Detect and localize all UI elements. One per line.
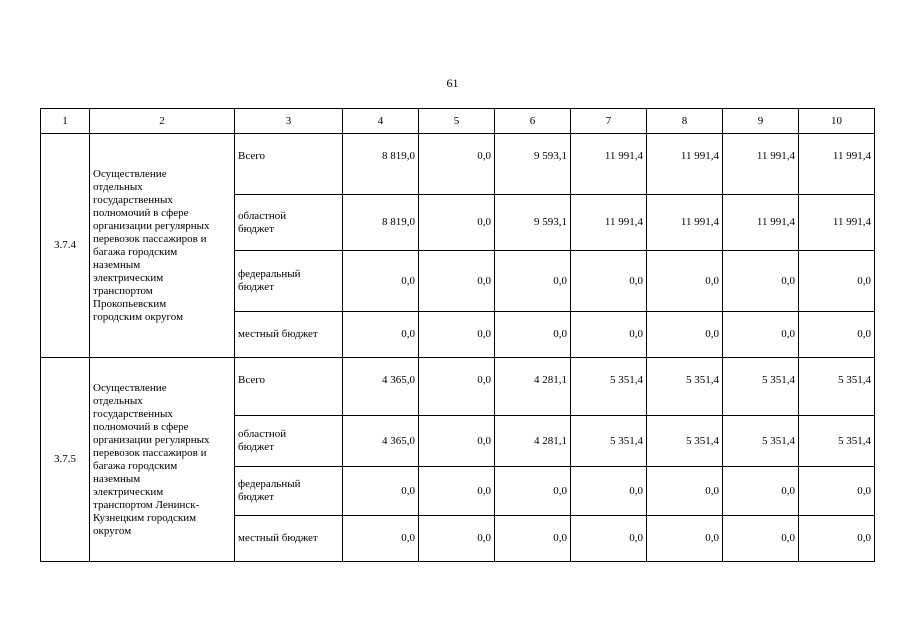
value-cell: 11 991,4 <box>647 195 723 251</box>
value-cell: 5 351,4 <box>799 416 875 467</box>
item-name-line: организации регулярных <box>93 219 210 232</box>
item-name-line: багажа городским <box>93 245 178 258</box>
value-cell: 5 351,4 <box>647 358 723 416</box>
funding-source-line: бюджет <box>238 222 274 235</box>
value-cell: 0,0 <box>495 251 571 312</box>
budget-table <box>40 108 875 562</box>
value-cell: 5 351,4 <box>723 416 799 467</box>
value-cell: 11 991,4 <box>723 195 799 251</box>
value-cell: 0,0 <box>571 251 647 312</box>
value-cell: 0,0 <box>571 312 647 358</box>
funding-source <box>235 251 343 312</box>
value-cell: 0,0 <box>343 516 419 562</box>
item-name-line: городским округом <box>93 310 184 323</box>
value-cell: 5 351,4 <box>799 358 875 416</box>
value-cell: 0,0 <box>419 358 495 416</box>
funding-source <box>235 134 343 195</box>
funding-source <box>235 416 343 467</box>
value-cell: 0,0 <box>571 516 647 562</box>
funding-source <box>235 195 343 251</box>
column-header: 8 <box>647 109 723 134</box>
value-cell: 0,0 <box>647 467 723 516</box>
value-cell: 0,0 <box>571 467 647 516</box>
value-cell: 0,0 <box>343 312 419 358</box>
value-cell: 0,0 <box>419 195 495 251</box>
funding-source-line: федеральный <box>238 268 301 280</box>
funding-source-line: местный бюджет <box>238 328 318 340</box>
item-name-line: округом <box>93 524 132 537</box>
value-cell: 0,0 <box>799 251 875 312</box>
column-header: 6 <box>495 109 571 134</box>
item-name-line: отдельных <box>93 394 143 407</box>
value-cell: 11 991,4 <box>723 134 799 195</box>
value-cell: 11 991,4 <box>647 134 723 195</box>
column-header: 7 <box>571 109 647 134</box>
value-cell: 0,0 <box>799 516 875 562</box>
item-name-line: транспортом <box>93 284 153 297</box>
column-header: 3 <box>235 109 343 134</box>
value-cell: 0,0 <box>419 416 495 467</box>
item-name-line: Осуществление <box>93 167 167 180</box>
value-cell: 11 991,4 <box>799 195 875 251</box>
value-cell: 5 351,4 <box>723 358 799 416</box>
column-header: 10 <box>799 109 875 134</box>
value-cell: 0,0 <box>647 312 723 358</box>
value-cell: 0,0 <box>799 312 875 358</box>
value-cell: 0,0 <box>495 516 571 562</box>
value-cell: 11 991,4 <box>571 195 647 251</box>
value-cell: 0,0 <box>343 251 419 312</box>
item-name-line: организации регулярных <box>93 433 210 446</box>
item-name-line: перевозок пассажиров и <box>93 232 207 245</box>
item-name-line: электрическим <box>93 271 164 284</box>
value-cell: 0,0 <box>419 312 495 358</box>
value-cell: 0,0 <box>647 251 723 312</box>
item-name <box>90 358 235 562</box>
item-index: 3.7.4 <box>41 134 90 358</box>
funding-source-line: Всего <box>238 150 265 162</box>
table-row <box>41 134 875 195</box>
funding-source-line: областной <box>238 209 287 222</box>
value-cell: 0,0 <box>723 312 799 358</box>
header-row <box>41 109 875 134</box>
item-name-line: полномочий в сфере <box>93 206 189 219</box>
funding-source-line: Всего <box>238 374 265 386</box>
value-cell: 0,0 <box>419 134 495 195</box>
value-cell: 9 593,1 <box>495 195 571 251</box>
value-cell: 0,0 <box>495 312 571 358</box>
item-name-line: отдельных <box>93 180 143 193</box>
value-cell: 5 351,4 <box>647 416 723 467</box>
funding-source <box>235 467 343 516</box>
value-cell: 4 281,1 <box>495 358 571 416</box>
item-name-line: электрическим <box>93 485 164 498</box>
item-name-line: перевозок пассажиров и <box>93 446 207 459</box>
funding-source-line: местный бюджет <box>238 532 318 544</box>
value-cell: 0,0 <box>647 516 723 562</box>
value-cell: 11 991,4 <box>571 134 647 195</box>
value-cell: 4 281,1 <box>495 416 571 467</box>
value-cell: 0,0 <box>723 251 799 312</box>
funding-source <box>235 358 343 416</box>
value-cell: 0,0 <box>343 467 419 516</box>
funding-source-line: бюджет <box>238 491 274 503</box>
item-name-line: наземным <box>93 472 141 485</box>
item-name-line: наземным <box>93 258 141 271</box>
item-name-line: Кузнецким городским <box>93 511 197 524</box>
value-cell: 8 819,0 <box>343 134 419 195</box>
column-header: 2 <box>90 109 235 134</box>
column-header: 5 <box>419 109 495 134</box>
page-number: 61 <box>446 76 459 90</box>
funding-source-line: федеральный <box>238 478 301 490</box>
funding-source <box>235 516 343 562</box>
value-cell: 0,0 <box>723 467 799 516</box>
value-cell: 4 365,0 <box>343 416 419 467</box>
item-name-line: Осуществление <box>93 381 167 394</box>
table-row <box>41 358 875 416</box>
item-name-line: транспортом Ленинск- <box>93 498 200 511</box>
value-cell: 0,0 <box>723 516 799 562</box>
value-cell: 0,0 <box>495 467 571 516</box>
value-cell: 5 351,4 <box>571 358 647 416</box>
funding-source-line: бюджет <box>238 281 274 293</box>
value-cell: 0,0 <box>419 467 495 516</box>
column-header: 1 <box>41 109 90 134</box>
value-cell: 9 593,1 <box>495 134 571 195</box>
value-cell: 11 991,4 <box>799 134 875 195</box>
funding-source-line: областной <box>238 428 287 440</box>
item-name <box>90 134 235 358</box>
funding-source-line: бюджет <box>238 441 274 453</box>
column-header: 9 <box>723 109 799 134</box>
value-cell: 0,0 <box>799 467 875 516</box>
value-cell: 0,0 <box>419 251 495 312</box>
funding-source <box>235 312 343 358</box>
value-cell: 4 365,0 <box>343 358 419 416</box>
item-name-line: полномочий в сфере <box>93 420 189 433</box>
value-cell: 0,0 <box>419 516 495 562</box>
value-cell: 5 351,4 <box>571 416 647 467</box>
column-header: 4 <box>343 109 419 134</box>
value-cell: 8 819,0 <box>343 195 419 251</box>
item-index: 3.7.5 <box>41 358 90 562</box>
item-name-line: государственных <box>93 193 173 206</box>
item-name-line: багажа городским <box>93 459 178 472</box>
item-name-line: Прокопьевским <box>93 297 167 310</box>
item-name-line: государственных <box>93 407 173 420</box>
